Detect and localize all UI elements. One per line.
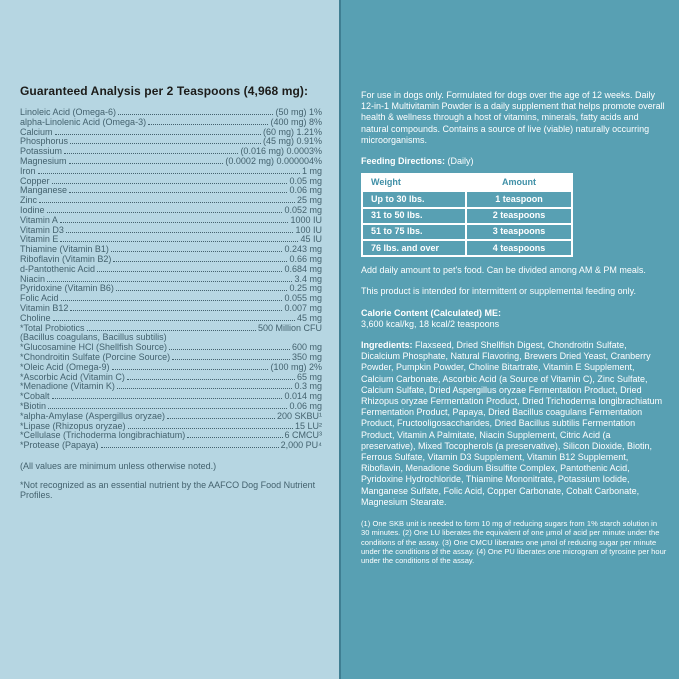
nutrient-value: 3.4 mg — [294, 273, 322, 284]
feeding-table-weight-cell: 51 to 75 lbs. — [362, 224, 466, 240]
dot-leader — [64, 153, 238, 154]
nutrient-row — [20, 216, 322, 226]
feeding-table-body — [362, 191, 572, 256]
nutrient-value: (400 mg) 8% — [270, 116, 322, 127]
dot-leader — [52, 398, 283, 399]
dot-leader — [69, 192, 287, 193]
dot-leader — [187, 437, 282, 438]
dot-leader — [118, 114, 273, 115]
nutrient-name: d-Pantothenic Acid — [20, 263, 96, 274]
calorie-content-value: 3,600 kcal/kg, 18 kcal/2 teaspoons — [361, 318, 500, 329]
nutrient-name: Zinc — [20, 195, 38, 206]
dot-leader — [66, 232, 294, 233]
feeding-table-row — [362, 224, 572, 240]
nutrient-value: 0.684 mg — [284, 263, 322, 274]
nutrient-value: 0.06 mg — [289, 185, 322, 196]
dot-leader — [52, 183, 288, 184]
feeding-table-header-amount: Amount — [466, 174, 572, 191]
nutrient-value: 15 LU² — [294, 420, 322, 431]
dot-leader — [97, 271, 282, 272]
nutrient-note: (Bacillus coagulans, Bacillus subtilis) — [20, 332, 167, 343]
nutrient-name: *Lipase (Rhizopus oryzae) — [20, 420, 126, 431]
nutrient-value: 2,000 PU⁴ — [280, 440, 322, 451]
dot-leader — [61, 300, 283, 301]
nutrient-name: *Menadione (Vitamin K) — [20, 381, 115, 392]
dot-leader — [169, 349, 290, 350]
nutrient-value: 0.052 mg — [284, 204, 322, 215]
nutrient-value: 45 mg — [296, 312, 322, 323]
nutrient-value: 0.66 mg — [289, 253, 322, 264]
nutrient-name: *Ascorbic Acid (Vitamin C) — [20, 371, 125, 382]
usage-intro: For use in dogs only. Formulated for dogs over the age of 12 weeks. Daily 12-in-1 Multivitamin Powder is a daily supplement that helps promote overall health & wellness through a host of vitamins, minerals, fatty acids and natural compounds. Contains a source of live (viable) naturally occurring microorganisms. — [361, 90, 665, 145]
nutrient-value: (100 mg) 2% — [270, 361, 322, 372]
nutrient-name: Choline — [20, 312, 51, 323]
nutrient-name: Vitamin B12 — [20, 302, 69, 313]
dot-leader — [113, 261, 287, 262]
nutrient-value: (45 mg) 0.91% — [262, 136, 322, 147]
nutrient-name: Vitamin E — [20, 234, 59, 245]
nutrient-name: Riboflavin (Vitamin B2) — [20, 253, 112, 264]
nutrient-row-wrap — [20, 167, 322, 177]
nutrient-value: (50 mg) 1% — [275, 107, 322, 117]
nutrient-name: Manganese — [20, 185, 68, 196]
assay-footnotes: (1) One SKB unit is needed to form 10 mg of reducing sugars from 1% starch solution in 30 minutes. (2) One LU liberates the equivalent of one µmol of acid per minute under the conditions of the assay. (3) One CMCU liberates one µmol of reducing sugar per minute under the conditions of the assay. (4) One PU liberates one microgram of tyrosine per hour under the conditions of the assay. — [361, 519, 667, 566]
feeding-directions-heading — [361, 156, 667, 167]
nutrient-row — [20, 157, 322, 167]
nutrient-row-wrap — [20, 392, 322, 402]
dot-leader — [111, 251, 283, 252]
nutrient-row — [20, 206, 322, 216]
dot-leader — [48, 408, 287, 409]
feeding-table-weight-cell: 76 lbs. and over — [362, 240, 466, 256]
nutrient-value: 0.243 mg — [284, 244, 322, 255]
nutrient-name: Calcium — [20, 126, 53, 137]
nutrient-value: 600 mg — [291, 342, 322, 353]
nutrient-row-wrap — [20, 284, 322, 294]
nutrient-name: *Protease (Papaya) — [20, 440, 99, 451]
feeding-table-weight-cell: 31 to 50 lbs. — [362, 208, 466, 224]
dot-leader — [60, 222, 289, 223]
dot-leader — [47, 212, 283, 213]
ingredients-paragraph — [361, 340, 667, 508]
calorie-content-heading: Calorie Content (Calculated) ME: — [361, 307, 502, 318]
dot-leader — [167, 418, 275, 419]
nutrient-value: 1 mg — [301, 165, 322, 176]
nutrient-name: alpha-Linolenic Acid (Omega-3) — [20, 116, 147, 127]
nutrient-name: Iron — [20, 165, 36, 176]
nutrient-row — [20, 284, 322, 294]
dot-leader — [116, 290, 288, 291]
nutrient-value: (60 mg) 1.21% — [262, 126, 322, 137]
nutrient-name: Vitamin D3 — [20, 224, 64, 235]
nutrient-value: 45 IU — [300, 234, 322, 245]
feeding-table-row — [362, 240, 572, 256]
nutrient-name: *alpha-Amylase (Aspergillus oryzae) — [20, 410, 166, 421]
feeding-table — [361, 173, 573, 257]
nutrient-row-wrap — [20, 324, 322, 344]
nutrient-value: 65 mg — [296, 371, 322, 382]
nutrient-name: Niacin — [20, 273, 46, 284]
nutrient-name: Potassium — [20, 146, 63, 157]
dot-leader — [127, 379, 295, 380]
nutrient-value: 0.007 mg — [284, 302, 322, 313]
nutrient-name: Folic Acid — [20, 293, 59, 304]
nutrient-name: *Glucosamine HCl (Shellfish Source) — [20, 342, 168, 353]
nutrient-row — [20, 265, 322, 275]
dot-leader — [148, 124, 268, 125]
nutrient-row — [20, 167, 322, 177]
nutrient-row-wrap — [20, 157, 322, 167]
feeding-table-amount-cell: 2 teaspoons — [466, 208, 572, 224]
guaranteed-analysis-panel — [0, 0, 339, 679]
nutrient-row — [20, 196, 322, 206]
nutrient-value: 500 Million CFU — [257, 322, 322, 333]
nutrient-row — [20, 304, 322, 314]
nutrient-list — [20, 108, 322, 451]
feeding-table-amount-cell: 4 teaspoons — [466, 240, 572, 256]
nutrient-value: 100 IU — [295, 224, 322, 235]
nutrient-row-wrap — [20, 382, 322, 392]
nutrient-row-wrap — [20, 265, 322, 275]
nutrient-value: 0.05 mg — [289, 175, 322, 186]
dot-leader — [70, 310, 282, 311]
nutrient-value: 200 SKBU¹ — [276, 410, 322, 421]
nutrient-name: *Biotin — [20, 400, 47, 411]
nutrient-name: *Cellulase (Trichoderma longibrachiatum) — [20, 430, 186, 441]
nutrient-value: 350 mg — [291, 351, 322, 362]
dot-leader — [53, 320, 295, 321]
nutrient-name: Vitamin A — [20, 214, 58, 225]
feeding-table-amount-cell: 1 teaspoon — [466, 191, 572, 207]
nutrient-name: Copper — [20, 175, 50, 186]
ingredients-text: Flaxseed, Dried Shellfish Digest, Chondroitin Sulfate, Dicalcium Phosphate, Natural Flavoring, Brewers Dried Yeast, Cranberry Powder, Pumpkin Powder, Choline Bitartrate, Vitamin E Supplement, Calcium Carbonate, Ascorbic Acid (a Source of Vitamin C), Zinc Sulfate, Calcium Sulfate, Dried Aspergillus oryzae Fermentation Product, Dried Rhizopus oryzae Fermentation Product, Dried Trichoderma longibrachiatum Fermentation Product, Papaya, Dried Bacillus coagulans Fermentation Product, Fructooligosaccharides, Dried Bacillus subtilis Fermentation Product, Vitamin A Palmitate, Niacin Supplement, Citric Acid (a preservative), Mixed Tocopherols (a preservative), Silicon Dioxide, Biotin, Ferrous Sulfate, Vitamin D3 Supplement, Vitamin B12 Supplement, Riboflavin, Menadione Sodium Bisulfite Complex, Pantothenic Acid, Pyridoxine Hydrochloride, Thiamine Mononitrate, Potassium Iodide, Manganese Sulfate, Folic Acid, Copper Carbonate, Cobalt Carbonate, Magnesium Stearate. — [361, 340, 663, 507]
nutrient-name: *Cobalt — [20, 391, 50, 402]
dot-leader — [39, 202, 295, 203]
ingredients-label: Ingredients: — [361, 340, 413, 351]
nutrient-value: (0.016 mg) 0.0003% — [240, 146, 322, 157]
nutrient-value: 1000 IU — [290, 214, 322, 225]
nutrient-value: 0.3 mg — [294, 381, 322, 392]
directions-panel — [339, 0, 679, 679]
nutrient-row-wrap — [20, 441, 322, 451]
nutrient-name: Thiamine (Vitamin B1) — [20, 244, 109, 255]
add-daily-note: Add daily amount to pet's food. Can be divided among AM & PM meals. — [361, 265, 646, 276]
aafco-footnote: *Not recognized as an essential nutrient by the AAFCO Dog Food Nutrient Profiles. — [20, 479, 316, 500]
dot-leader — [60, 241, 298, 242]
nutrient-row-wrap — [20, 196, 322, 206]
nutrient-row — [20, 441, 322, 451]
guaranteed-analysis-title: Guaranteed Analysis per 2 Teaspoons (4,968 mg): — [20, 84, 309, 98]
nutrient-value: 25 mg — [296, 195, 322, 206]
dot-leader — [112, 369, 269, 370]
nutrient-name: *Oleic Acid (Omega-9) — [20, 361, 110, 372]
nutrient-value: 0.06 mg — [289, 400, 322, 411]
dot-leader — [87, 330, 256, 331]
feeding-table-amount-cell: 3 teaspoons — [466, 224, 572, 240]
dot-leader — [55, 134, 261, 135]
nutrient-row — [20, 186, 322, 196]
nutrient-row-wrap — [20, 304, 322, 314]
feeding-table-head — [362, 174, 572, 191]
nutrient-name: Pyridoxine (Vitamin B6) — [20, 283, 114, 294]
feeding-table-weight-cell: Up to 30 lbs. — [362, 191, 466, 207]
nutrient-row — [20, 226, 322, 236]
feeding-table-header-row — [362, 174, 572, 191]
minimum-values-note: (All values are minimum unless otherwise noted.) — [20, 460, 217, 471]
nutrient-value: 0.25 mg — [289, 283, 322, 294]
nutrient-row-wrap — [20, 216, 322, 226]
intermittent-feeding-note: This product is intended for intermittent or supplemental feeding only. — [361, 286, 636, 297]
feeding-table-row — [362, 191, 572, 207]
dot-leader — [128, 428, 293, 429]
nutrient-row — [20, 392, 322, 402]
dot-leader — [70, 143, 261, 144]
nutrient-value: (0.0002 mg) 0.000004% — [225, 155, 322, 166]
feeding-directions-heading-daily: (Daily) — [445, 156, 474, 167]
nutrient-row — [20, 382, 322, 392]
nutrient-name: *Total Probiotics — [20, 322, 85, 333]
dot-leader — [69, 163, 224, 164]
dot-leader — [101, 447, 279, 448]
nutrient-name: Iodine — [20, 204, 45, 215]
nutrient-row-wrap — [20, 186, 322, 196]
nutrient-row-wrap — [20, 226, 322, 236]
nutrient-name: Magnesium — [20, 155, 67, 166]
feeding-table-header-weight: Weight — [362, 174, 466, 191]
nutrient-value: 6 CMCU³ — [284, 430, 322, 441]
nutrient-value: 0.014 mg — [284, 391, 322, 402]
nutrient-value: 0.055 mg — [284, 293, 322, 304]
feeding-directions-heading-bold: Feeding Directions: — [361, 156, 446, 167]
nutrient-row-wrap — [20, 206, 322, 216]
feeding-table-row — [362, 208, 572, 224]
nutrient-name: *Chondroitin Sulfate (Porcine Source) — [20, 351, 171, 362]
nutrient-name: Linoleic Acid (Omega-6) — [20, 107, 117, 117]
dot-leader — [47, 281, 292, 282]
dot-leader — [172, 359, 290, 360]
dot-leader — [38, 173, 300, 174]
nutrient-name: Phosphorus — [20, 136, 69, 147]
dot-leader — [117, 388, 293, 389]
